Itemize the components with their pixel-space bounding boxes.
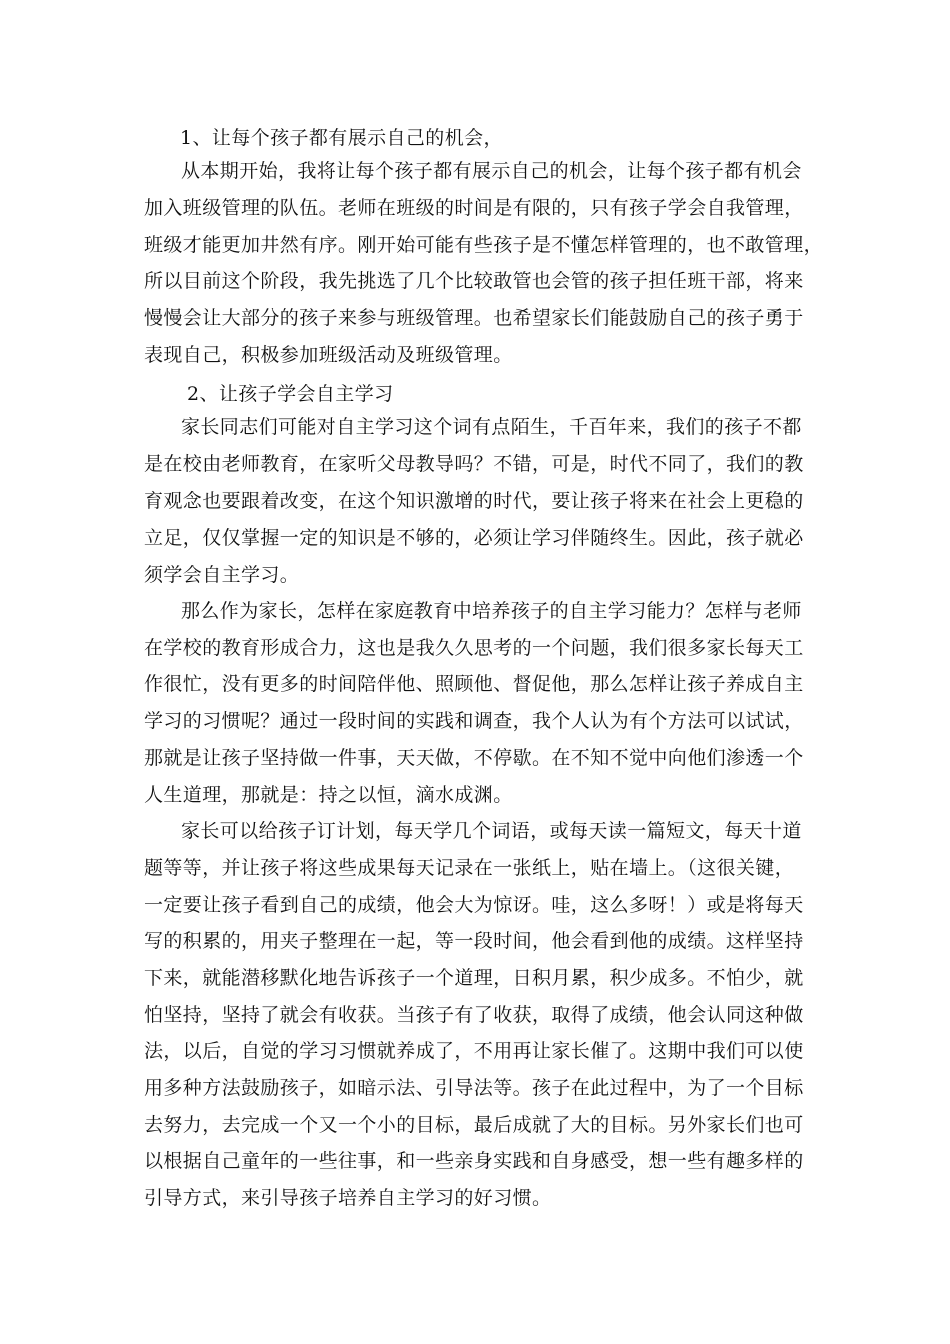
paragraph-2-line-2: 是在校由老师教育，在家听父母教导吗？不错，可是，时代不同了，我们的教 bbox=[144, 453, 804, 475]
paragraph-2-line-4: 立足，仅仅掌握一定的知识是不够的，必须让学习伴随终生。因此，孩子就必 bbox=[144, 527, 804, 549]
paragraph-4-line-3: 一定要让孩子看到自己的成绩，他会大为惊讶。哇，这么多呀！）或是将每天 bbox=[144, 894, 804, 916]
paragraph-2-line-3: 育观念也要跟着改变，在这个知识激增的时代，要让孩子将来在社会上更稳的 bbox=[144, 490, 804, 512]
paragraph-4-line-8: 用多种方法鼓励孩子，如暗示法、引导法等。孩子在此过程中，为了一个目标 bbox=[144, 1077, 804, 1099]
heading-2: 2、让孩子学会自主学习 bbox=[187, 383, 394, 405]
paragraph-1-line-6: 表现自己，积极参加班级活动及班级管理。 bbox=[144, 344, 513, 366]
paragraph-1-line-2: 加入班级管理的队伍。老师在班级的时间是有限的，只有孩子学会自我管理， bbox=[144, 197, 804, 219]
paragraph-4-line-6: 怕坚持，坚持了就会有收获。当孩子有了收获，取得了成绩，他会认同这种做 bbox=[144, 1004, 804, 1026]
paragraph-3-line-4: 学习的习惯呢？通过一段时间的实践和调查，我个人认为有个方法可以试试， bbox=[144, 710, 804, 732]
paragraph-3-line-5: 那就是让孩子坚持做一件事，天天做，不停歇。在不知不觉中向他们渗透一个 bbox=[144, 747, 804, 769]
paragraph-2-line-1: 家长同志们可能对自主学习这个词有点陌生，千百年来，我们的孩子不都 bbox=[181, 416, 802, 438]
paragraph-4-line-7: 法，以后，自觉的学习习惯就养成了，不用再让家长催了。这期中我们可以使 bbox=[144, 1040, 804, 1062]
paragraph-1-line-4: 所以目前这个阶段，我先挑选了几个比较敢管也会管的孩子担任班干部，将来 bbox=[144, 270, 804, 292]
paragraph-1-line-5: 慢慢会让大部分的孩子来参与班级管理。也希望家长们能鼓励自己的孩子勇于 bbox=[144, 307, 804, 329]
paragraph-4-line-11: 引导方式，来引导孩子培养自主学习的好习惯。 bbox=[144, 1187, 552, 1209]
paragraph-3-line-2: 在学校的教育形成合力，这也是我久久思考的一个问题，我们很多家长每天工 bbox=[144, 637, 804, 659]
heading-1: 1、让每个孩子都有展示自己的机会， bbox=[180, 127, 503, 149]
paragraph-4-line-5: 下来，就能潜移默化地告诉孩子一个道理，日积月累，积少成多。不怕少，就 bbox=[144, 967, 804, 989]
paragraph-3-line-1: 那么作为家长，怎样在家庭教育中培养孩子的自主学习能力？怎样与老师 bbox=[181, 600, 802, 622]
paragraph-4-line-1: 家长可以给孩子订计划，每天学几个词语，或每天读一篇短文，每天十道 bbox=[181, 820, 802, 842]
paragraph-2-line-5: 须学会自主学习。 bbox=[144, 564, 300, 586]
paragraph-4-line-4: 写的积累的，用夹子整理在一起，等一段时间，他会看到他的成绩。这样坚持 bbox=[144, 930, 804, 952]
paragraph-3-line-3: 作很忙，没有更多的时间陪伴他、照顾他、督促他，那么怎样让孩子养成自主 bbox=[144, 673, 804, 695]
paragraph-3-line-6: 人生道理，那就是：持之以恒，滴水成渊。 bbox=[144, 784, 513, 806]
paragraph-4-line-2: 题等等，并让孩子将这些成果每天记录在一张纸上，贴在墙上。（这很关键， bbox=[144, 857, 795, 879]
paragraph-4-line-9: 去努力，去完成一个又一个小的目标，最后成就了大的目标。另外家长们也可 bbox=[144, 1114, 804, 1136]
paragraph-1-line-3: 班级才能更加井然有序。刚开始可能有些孩子是不懂怎样管理的，也不敢管理， bbox=[144, 234, 824, 256]
paragraph-4-line-10: 以根据自己童年的一些往事，和一些亲身实践和自身感受，想一些有趣多样的 bbox=[144, 1150, 804, 1172]
paragraph-1-line-1: 从本期开始，我将让每个孩子都有展示自己的机会，让每个孩子都有机会 bbox=[181, 160, 802, 182]
